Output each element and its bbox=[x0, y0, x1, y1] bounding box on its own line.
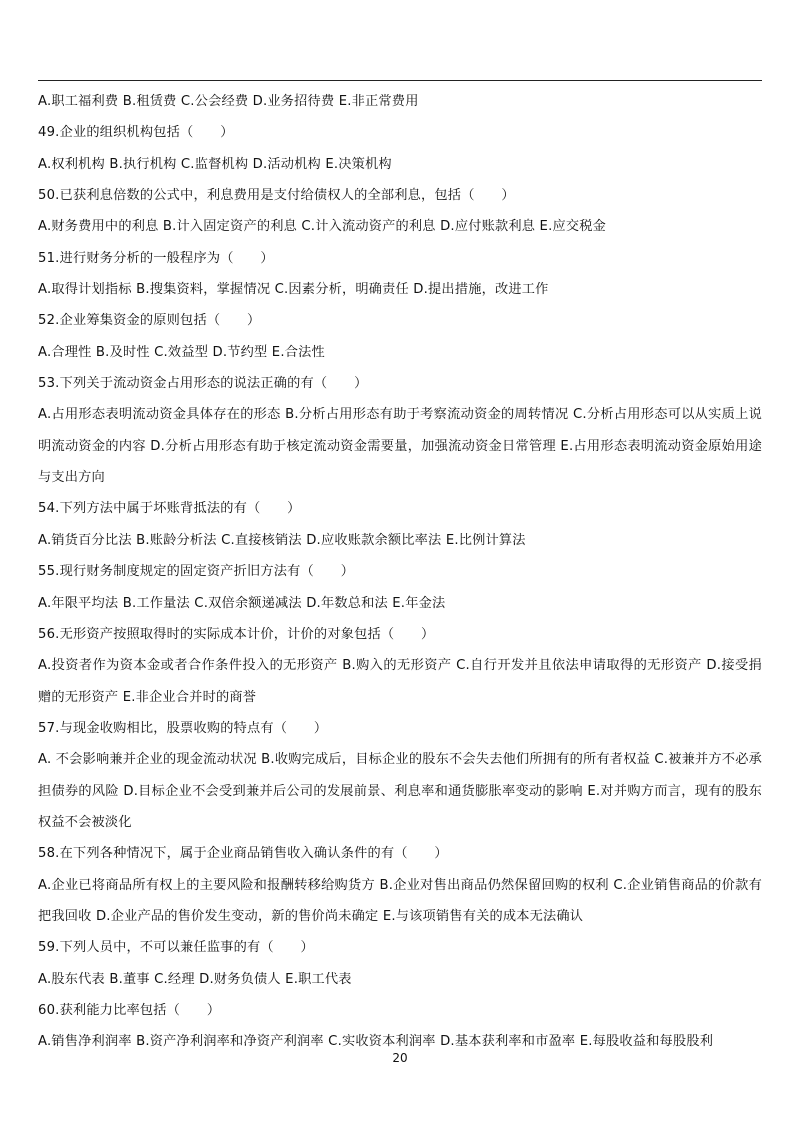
question-51: 51.进行财务分析的一般程序为（ ） bbox=[38, 250, 274, 266]
question-49: 49.企业的组织机构包括（ ） bbox=[38, 125, 234, 141]
question-52: 52.企业筹集资金的原则包括（ ） bbox=[38, 313, 261, 329]
question-54: 54.下列方法中属于坏账背抵法的有（ ） bbox=[38, 501, 301, 517]
question-57: 57.与现金收购相比，股票收购的特点有（ ） bbox=[38, 720, 328, 736]
answer-options-53: A.占用形态表明流动资金具体存在的形态 B.分析占用形态有助于考察流动资金的周转情况 C.分析占用形态可以从实质上说明流动资金的内容 D.分析占用形态有助于核定流动资金需要量，加强流动资金日常管理 E.占用形态表明流动资金原始用途与支出方向 bbox=[38, 407, 762, 486]
page-number: 20 bbox=[392, 1051, 408, 1065]
answer-options-48: A.职工福利费 B.租赁费 C.公会经费 D.业务招待费 E.非正常费用 bbox=[38, 94, 419, 109]
document-body bbox=[38, 86, 762, 1058]
question-58: 58.在下列各种情况下，属于企业商品销售收入确认条件的有（ ） bbox=[38, 846, 448, 862]
answer-options-54: A.销货百分比法 B.账龄分析法 C.直接核销法 D.应收账款余额比率法 E.比例计算法 bbox=[38, 532, 526, 548]
question-59: 59.下列人员中，不可以兼任监事的有（ ） bbox=[38, 940, 314, 956]
answer-options-51: A.取得计划指标 B.搜集资料，掌握情况 C.因素分析，明确责任 D.提出措施，改进工作 bbox=[38, 282, 549, 298]
answer-options-52: A.合理性 B.及时性 C.效益型 D.节约型 E.合法性 bbox=[38, 344, 325, 360]
question-56: 56.无形资产按照取得时的实际成本计价，计价的对象包括（ ） bbox=[38, 626, 435, 642]
header-rule bbox=[38, 80, 762, 81]
answer-options-50: A.财务费用中的利息 B.计入固定资产的利息 C.计入流动资产的利息 D.应付账款利息 E.应交税金 bbox=[38, 219, 607, 235]
answer-options-60: A.销售净利润率 B.资产净利润率和净资产利润率 C.实收资本利润率 D.基本获利率和市盈率 E.每股收益和每股股利 bbox=[38, 1034, 714, 1050]
answer-options-55: A.年限平均法 B.工作量法 C.双倍余额递减法 D.年数总和法 E.年金法 bbox=[38, 595, 446, 611]
question-50: 50.已获利息倍数的公式中，利息费用是支付给债权人的全部利息，包括（ ） bbox=[38, 188, 515, 204]
answer-options-56: A.投资者作为资本金或者合作条件投入的无形资产 B.购入的无形资产 C.自行开发并且依法申请取得的无形资产 D.接受捐赠的无形资产 E.非企业合并时的商誉 bbox=[38, 658, 762, 705]
answer-options-59: A.股东代表 B.董事 C.经理 D.财务负债人 E.职工代表 bbox=[38, 971, 352, 987]
question-60: 60.获利能力比率包括（ ） bbox=[38, 1002, 221, 1018]
question-55: 55.现行财务制度规定的固定资产折旧方法有（ ） bbox=[38, 564, 355, 580]
answer-options-49: A.权利机构 B.执行机构 C.监督机构 D.活动机构 E.决策机构 bbox=[38, 156, 392, 172]
answer-options-57: A. 不会影响兼并企业的现金流动状况 B.收购完成后，目标企业的股东不会失去他们所拥有的所有者权益 C.被兼并方不必承担债券的风险 D.目标企业不会受到兼并后公司的发展前景、利息率和通货膨胀率变动的影响 E.对并购方而言，现有的股东权益不会被淡化 bbox=[38, 752, 762, 830]
question-53: 53.下列关于流动资金占用形态的说法正确的有（ ） bbox=[38, 376, 368, 392]
answer-options-58: A.企业已将商品所有权上的主要风险和报酬转移给购货方 B.企业对售出商品仍然保留回购的权利 C.企业销售商品的价款有把我回收 D.企业产品的售价发生变动，新的售价尚未确定 E.与该项销售有关的成本无法确认 bbox=[38, 877, 762, 924]
